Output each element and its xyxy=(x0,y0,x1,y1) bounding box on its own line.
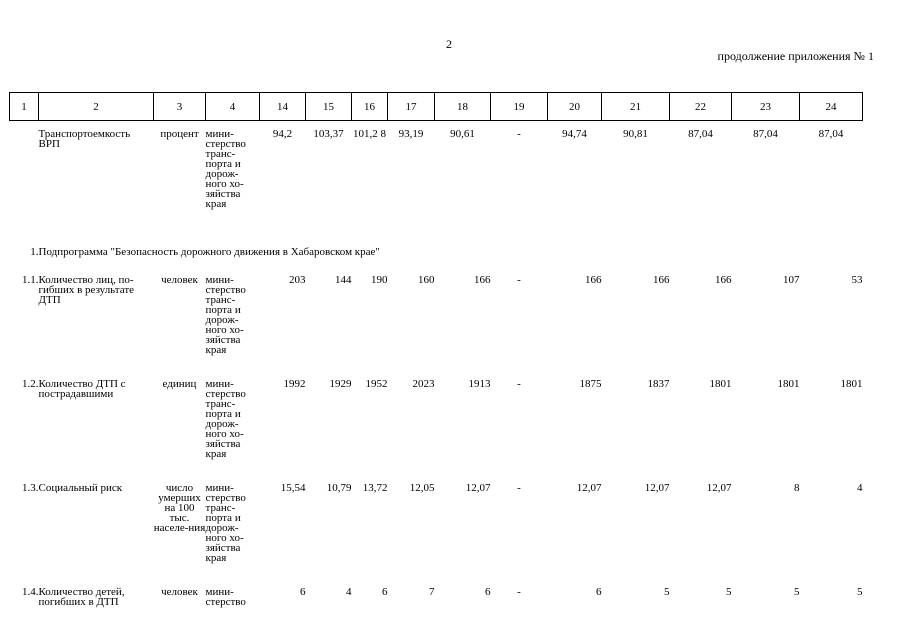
continuation-note: продолжение приложения № 1 xyxy=(717,49,874,63)
value-cell: 7 xyxy=(429,586,435,598)
column-header: 15 xyxy=(306,93,352,121)
value-cell: 2023 xyxy=(412,378,435,390)
value-cell: 6 xyxy=(382,586,388,598)
column-header: 19 xyxy=(491,93,548,121)
responsible-org: мини-стерство транс-порта и дорож-ного хо-зяйства края xyxy=(205,378,246,460)
value-cell: 1929 xyxy=(329,378,352,390)
indicator-name: Количество ДТП с пострадавшими xyxy=(38,378,126,400)
section-title: Подпрограмма "Безопасность дорожного движения в Хабаровском крае" xyxy=(38,246,380,258)
row-number: 1.2. xyxy=(22,378,39,390)
column-header: 14 xyxy=(260,93,306,121)
value-cell: - xyxy=(517,128,521,140)
column-header: 1 xyxy=(10,93,39,121)
responsible-org: мини-стерство xyxy=(205,586,246,608)
column-header: 2 xyxy=(39,93,154,121)
column-header: 4 xyxy=(206,93,260,121)
value-cell: 144 xyxy=(335,274,352,286)
indicator-name: Количество детей, погибших в ДТП xyxy=(38,586,125,608)
value-cell: 190 xyxy=(371,274,388,286)
indicator-unit: процент xyxy=(160,128,199,140)
value-cell: 90,81 xyxy=(623,128,648,140)
row-number: 1.1. xyxy=(22,274,39,286)
table-row xyxy=(10,275,863,379)
column-header: 17 xyxy=(388,93,435,121)
column-header: 23 xyxy=(732,93,800,121)
value-cell: 107 xyxy=(783,274,800,286)
column-number-row xyxy=(10,93,863,121)
indicator-name: Транспортоемкость ВРП xyxy=(38,128,131,150)
value-cell: 1801 xyxy=(777,378,800,390)
column-header: 21 xyxy=(602,93,670,121)
value-cell: 12,07 xyxy=(644,482,670,494)
column-header: 22 xyxy=(670,93,732,121)
value-cell: 5 xyxy=(664,586,670,598)
value-cell: 87,04 xyxy=(688,128,713,140)
value-cell: - xyxy=(517,586,521,598)
row-number: 1.4. xyxy=(22,586,39,598)
column-header: 18 xyxy=(435,93,491,121)
value-cell: 87,04 xyxy=(818,128,844,140)
value-cell: 1801 xyxy=(840,378,863,390)
indicator-unit: число умерших на 100 тыс. населе-ния xyxy=(153,482,206,534)
value-cell: 101,2 8 xyxy=(353,128,386,140)
row-number: 1.3. xyxy=(22,482,39,494)
page-number: 2 xyxy=(446,37,452,51)
column-header: 24 xyxy=(800,93,863,121)
value-cell: 166 xyxy=(653,274,670,286)
value-cell: 15,54 xyxy=(280,482,306,494)
value-cell: 1992 xyxy=(283,378,306,390)
table-row xyxy=(10,483,863,587)
value-cell: 1801 xyxy=(709,378,732,390)
responsible-org: мини-стерство транс-порта и дорож-ного хо-зяйства края xyxy=(205,482,246,564)
column-header: 20 xyxy=(548,93,602,121)
indicators-table xyxy=(9,92,863,617)
value-cell: 90,61 xyxy=(450,128,475,140)
value-cell: 1875 xyxy=(579,378,602,390)
value-cell: 5 xyxy=(857,586,863,598)
value-cell: 13,72 xyxy=(362,482,388,494)
section-number: 1. xyxy=(30,246,39,258)
value-cell: 4 xyxy=(857,482,863,494)
value-cell: 93,19 xyxy=(398,128,424,140)
indicator-unit: человек xyxy=(161,274,198,286)
value-cell: 5 xyxy=(794,586,800,598)
value-cell: 8 xyxy=(794,482,800,494)
value-cell: 12,05 xyxy=(409,482,435,494)
value-cell: 1913 xyxy=(468,378,491,390)
value-cell: 6 xyxy=(485,586,491,598)
value-cell: 166 xyxy=(474,274,491,286)
value-cell: 203 xyxy=(289,274,306,286)
table-row xyxy=(10,129,863,247)
value-cell: 53 xyxy=(851,274,863,286)
indicator-unit: человек xyxy=(161,586,198,598)
value-cell: 12,07 xyxy=(576,482,602,494)
value-cell: 1837 xyxy=(647,378,670,390)
value-cell: - xyxy=(517,274,521,286)
table-row xyxy=(10,379,863,483)
column-header: 16 xyxy=(352,93,388,121)
responsible-org: мини-стерство транс-порта и дорож-ного хо-зяйства края xyxy=(205,274,246,356)
indicator-unit: единиц xyxy=(162,378,197,390)
indicator-name: Социальный риск xyxy=(38,482,123,494)
value-cell: 166 xyxy=(585,274,602,286)
value-cell: 5 xyxy=(726,586,732,598)
value-cell: 94,2 xyxy=(272,128,293,140)
column-header: 3 xyxy=(154,93,206,121)
value-cell: 103,37 xyxy=(313,128,344,140)
indicator-name: Количество лиц, по-гибших в результате ДТП xyxy=(38,274,135,306)
value-cell: 94,74 xyxy=(562,128,587,140)
value-cell: 87,04 xyxy=(753,128,778,140)
value-cell: 6 xyxy=(300,586,306,598)
value-cell: 166 xyxy=(715,274,732,286)
value-cell: 4 xyxy=(346,586,352,598)
value-cell: 1952 xyxy=(365,378,388,390)
value-cell: - xyxy=(517,482,521,494)
value-cell: 12,07 xyxy=(465,482,491,494)
value-cell: 12,07 xyxy=(706,482,732,494)
value-cell: 6 xyxy=(596,586,602,598)
section-row xyxy=(10,247,863,275)
value-cell: - xyxy=(517,378,521,390)
responsible-org: мини-стерство транс-порта и дорож-ного хо-зяйства края xyxy=(205,128,246,210)
table-row xyxy=(10,587,863,617)
value-cell: 160 xyxy=(418,274,435,286)
value-cell: 10,79 xyxy=(326,482,352,494)
row-number xyxy=(10,129,39,247)
